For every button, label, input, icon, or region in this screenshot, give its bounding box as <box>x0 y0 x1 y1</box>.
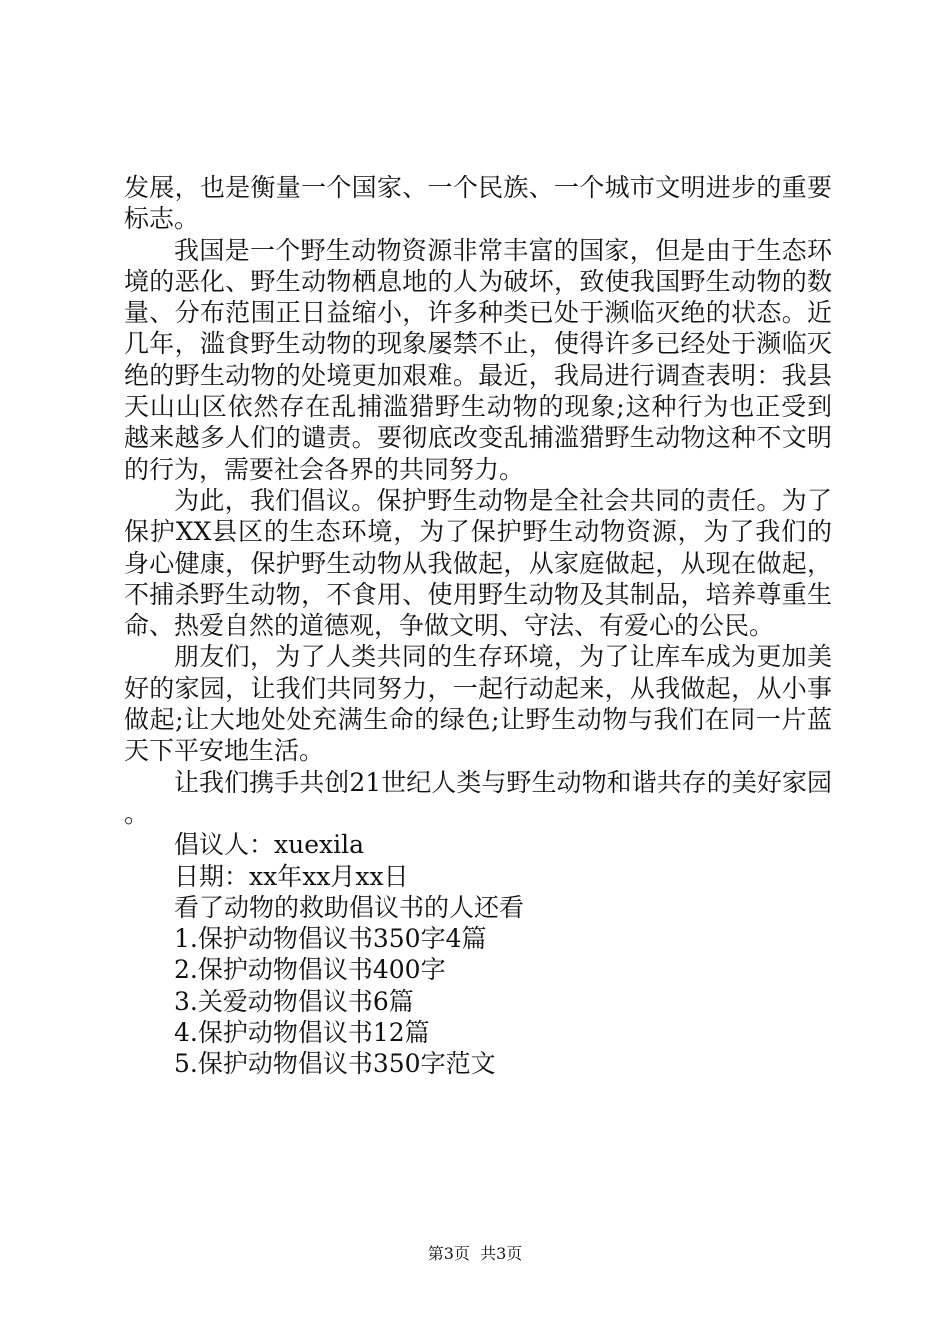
page-total: 共3页 <box>480 1244 523 1263</box>
paragraph-appeal: 朋友们，为了人类共同的生存环境，为了让库车成为更加美好的家园，让我们共同努力，一起行动起来，从我做起，从小事做起;让大地处处充满生命的绿色;让野生动物与我们在同一片蓝天下平安地生活。 <box>124 642 832 766</box>
date-line: 日期：xx年xx月xx日 <box>174 861 409 891</box>
paragraph-proposal: 为此，我们倡议。保护野生动物是全社会共同的责任。为了保护XX县区的生态环境，为了保护野生动物资源，为了我们的身心健康，保护野生动物从我做起，从家庭做起，从现在做起，不捕杀野生动物，不食用、使用野生动物及其制品，培养尊重生命、热爱自然的道德观，争做文明、守法、有爱心的公民。 <box>124 485 832 641</box>
page-footer <box>0 1244 950 1264</box>
proposer-line: 倡议人：xuexila <box>174 830 364 860</box>
related-articles <box>124 892 832 1080</box>
related-heading: 看了动物的救助倡议书的人还看 <box>174 892 525 922</box>
paragraph-situation: 我国是一个野生动物资源非常丰富的国家，但是由于生态环境的恶化、野生动物栖息地的人为破坏，致使我国野生动物的数量、分布范围正日益缩小，许多种类已处于濒临灭绝的状态。近几年，滥食野生动物的现象屡禁不止，使得许多已经处于濒临灭绝的野生动物的处境更加艰难。最近，我局进行调查表明：我县天山山区依然存在乱捕滥猎野生动物的现象;这种行为也正受到越来越多人们的谴责。要彻底改变乱捕滥猎野生动物这种不文明的行为，需要社会各界的共同努力。 <box>124 235 832 484</box>
related-link[interactable]: 4.保护动物倡议书12篇 <box>174 1018 430 1048</box>
related-link[interactable]: 3.关爱动物倡议书6篇 <box>174 986 414 1016</box>
paragraph-continued: 发展，也是衡量一个国家、一个民族、一个城市文明进步的重要标志。 <box>124 173 832 234</box>
page-number: 第3页 <box>427 1244 470 1263</box>
related-link[interactable]: 2.保护动物倡议书400字 <box>174 955 446 985</box>
paragraph-closing: 让我们携手共创21世纪人类与野生动物和谐共存的美好家园。 <box>124 767 832 828</box>
related-link[interactable]: 1.保护动物倡议书350字4篇 <box>174 924 487 954</box>
related-link[interactable]: 5.保护动物倡议书350字范文 <box>174 1049 496 1079</box>
signature-block <box>124 829 832 892</box>
document-body <box>124 172 832 1080</box>
footer-gap <box>470 1244 480 1263</box>
